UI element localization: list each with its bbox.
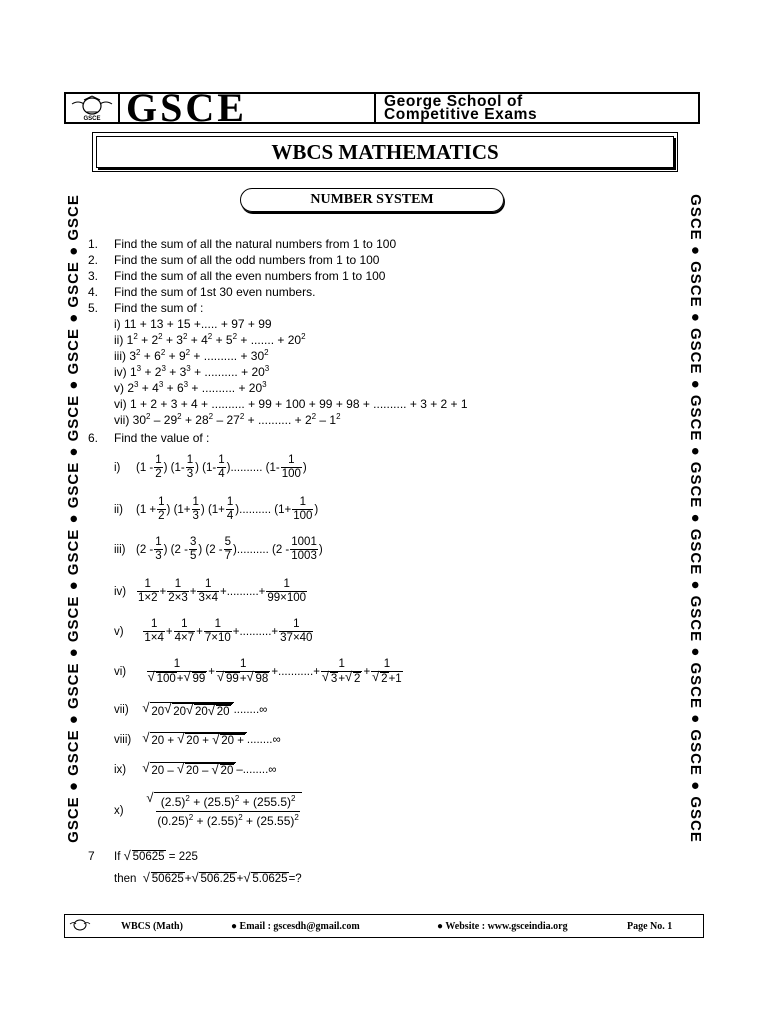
q7-question: then √ 50625 + √ 506.25 + √ 5.0625 =? xyxy=(114,872,302,885)
footer-subject: WBCS (Math) xyxy=(121,921,183,932)
brand-name: GSCE xyxy=(126,85,247,130)
q6-part-iv: iv) 1 1×2 + 1 2×3 + 1 3×4 +..........+ 1 99×100 xyxy=(114,578,307,604)
footer-website[interactable]: ● Website : www.gsceindia.org xyxy=(437,921,568,932)
q5-part-v: v) $2^3 + 4^3 + 6^3$ + .......... + $20^3$ xyxy=(114,380,267,395)
brand-subtitle: George School of Competitive Exams xyxy=(384,93,538,123)
left-side-strip: GSCE ● GSCE ● GSCE ● GSCE ● GSCE ● GSCE ● GSCE ● GSCE ● GSCE ● GSCE xyxy=(64,193,82,843)
q6-part-vi: vi) 1 √ 100+√ 99 + 1 √ 99+√ 98 +...........+ 1 √ 3+√ 2 + 1 √ 2+1 xyxy=(114,658,404,686)
gsce-logo xyxy=(66,94,120,122)
q6-part-i: i) (1 - 1 2 ) (1- 1 3 ) (1- 1 4 ).......... (1- 1 100 ) xyxy=(114,454,307,480)
q5-part-iii: iii) $3^2 + 6^2 + 9^2$ + .......... + $30^2$ xyxy=(114,348,269,363)
footer-email[interactable]: ● Email : gscesdh@gmail.com xyxy=(231,921,360,932)
q5-part-i: i) 11 + 13 + 15 +..... + 97 + 99 xyxy=(114,317,272,331)
footer-logo-icon xyxy=(67,917,93,935)
q6-part-v: v) 1 1×4 + 1 4×7 + 1 7×10 +..........+ 1 37×40 xyxy=(114,618,313,644)
title-box xyxy=(92,132,678,172)
q6-part-ii: ii) (1 + 1 2 ) (1+ 1 3 ) (1+ 1 4 ).......... (1+ 1 100 ) xyxy=(114,496,319,522)
right-side-strip: GSCE ● GSCE ● GSCE ● GSCE ● GSCE ● GSCE ● GSCE ● GSCE ● GSCE ● GSCE xyxy=(686,193,704,843)
section-title: NUMBER SYSTEM xyxy=(240,188,504,212)
q6-part-viii: viii) √ 20 + √ 20 + √ 20 + ........∞ xyxy=(114,732,281,747)
q5-part-ii: ii) $1^2 + 2^2 + 3^2 + 4^2 + 5^2$ + ....... + $20^2$ xyxy=(114,332,306,347)
question-7-number: 7 xyxy=(88,849,95,863)
divider xyxy=(374,94,376,122)
footer-page: Page No. 1 xyxy=(627,921,673,932)
footer xyxy=(64,914,704,938)
header-banner xyxy=(64,85,700,130)
q5-part-iv: iv) $1^3 + 2^3 + 3^3$ + .......... + $20^3$ xyxy=(114,364,270,379)
svg-text:GSCE: GSCE xyxy=(83,116,101,122)
q6-part-iii: iii) (2 - 1 3 ) (2 - 3 5 ) (2 - 5 7 ).......... (2 - 1001 1003 ) xyxy=(114,536,323,562)
page-title: WBCS MATHEMATICS xyxy=(271,140,499,164)
q7-given: If √ 50625 = 225 xyxy=(114,850,198,863)
q6-part-ix: ix) √ 20 – √ 20 – √ 20 –........∞ xyxy=(114,762,277,777)
q6-part-vii: vii) √ 20√ 20√ 20√ 20 ........∞ xyxy=(114,702,267,718)
q6-part-x: x) √ $\frac{(2.5)^2 + (25.5)^2 + (255.5)^2}{(0.25)^2 + (2.55)^2 + (25.55)^2}$ xyxy=(114,792,302,830)
q5-part-vi: vi) 1 + 2 + 3 + 4 + .......... + 99 + 100 + 99 + 98 + .......... + 3 + 2 + 1 xyxy=(114,397,468,411)
q5-part-vii: vii) $30^2 - 29^2 + 28^2 - 27^2$ + .......... + $2^2 - 1^2$ xyxy=(114,412,341,427)
